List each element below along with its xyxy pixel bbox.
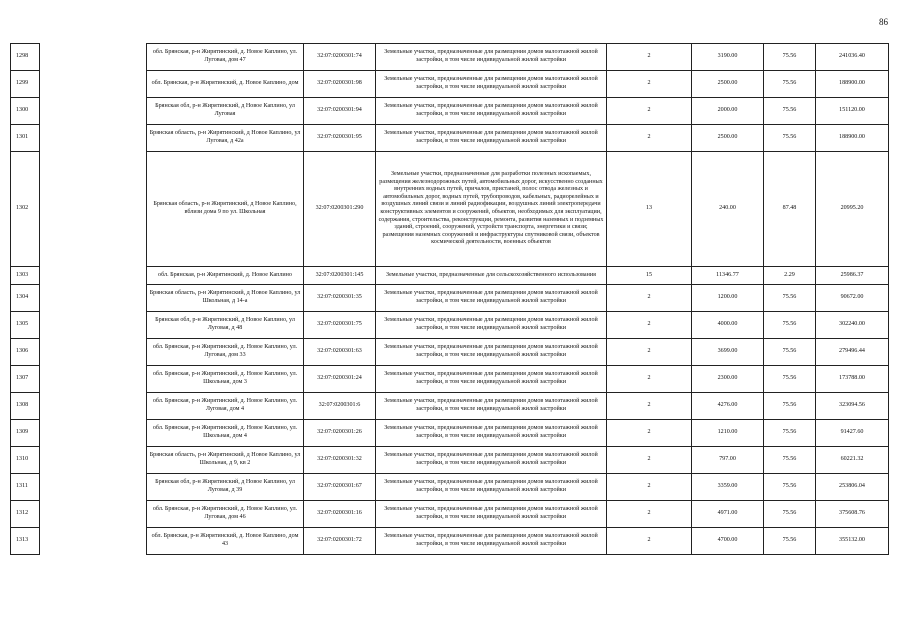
cell-cadastral: 32:07:0200301:24 (304, 366, 376, 393)
cell-rate: 75.56 (764, 474, 816, 501)
spacer-cell (40, 44, 147, 71)
spacer-cell (40, 267, 147, 285)
spacer-cell (40, 393, 147, 420)
row-number: 1299 (11, 71, 40, 98)
row-number: 1307 (11, 366, 40, 393)
spacer-cell (40, 366, 147, 393)
cell-rate: 75.56 (764, 528, 816, 555)
cell-purpose: Земельные участки, предназначенные для размещения домов малоэтажной жилой застройки, в том числе индивидуальной жилой застройки (376, 528, 607, 555)
cell-area: 4276.00 (692, 393, 764, 420)
table-row (11, 267, 889, 285)
cell-cadastral: 32:07:0200301:32 (304, 447, 376, 474)
table-row (11, 474, 889, 501)
cell-address: обл. Брянская, р-н Жирятинский, д. Новое Каплино (147, 267, 304, 285)
cell-purpose: Земельные участки, предназначенные для размещения домов малоэтажной жилой застройки, в том числе индивидуальной жилой застройки (376, 125, 607, 152)
cell-address: обл. Брянская, р-н Жирятинский, д. Новое Каплино, ул. Школьная, дом 4 (147, 420, 304, 447)
table-row (11, 71, 889, 98)
cell-address: обл. Брянская, р-н Жирятинский, д. Новое Каплино, ул. Луговая, дом 33 (147, 339, 304, 366)
cell-rate: 75.56 (764, 339, 816, 366)
cell-value: 253806.04 (816, 474, 889, 501)
cell-address: Брянская обл, р-н Жирятинский, д Новое Каплино, ул Луговая, д 48 (147, 312, 304, 339)
cell-group: 2 (607, 44, 692, 71)
spacer-cell (40, 528, 147, 555)
row-number: 1305 (11, 312, 40, 339)
row-number: 1303 (11, 267, 40, 285)
cell-group: 2 (607, 125, 692, 152)
table-row (11, 285, 889, 312)
spacer-cell (40, 420, 147, 447)
cell-purpose: Земельные участки, предназначенные для размещения домов малоэтажной жилой застройки, в том числе индивидуальной жилой застройки (376, 501, 607, 528)
cell-value: 279496.44 (816, 339, 889, 366)
cell-purpose: Земельные участки, предназначенные для разработки полезных ископаемых, размещения железнодорожных путей, автомобильных дорог, искусственно созданных внутренних водных путей, причалов, пристаней, полос отвода железных и автомобильных дорог, водных путей, трубопроводов, кабельных, радиорелейных и воздушных линий связи и линий радиофикации, воздушных линий электропередачи конструктивных элементов и сооружений, объектов, необходимых для эксплуатации, содержания, строительства, реконструкции, ремонта, развития наземных и подземных зданий, строений, сооружений, устройств транспорта, энергетики и связи; размещения наземных сооружений и инфраструктуры спутниковой связи, объектов космической деятельности, военных объектов (376, 152, 607, 267)
cell-area: 1210.00 (692, 420, 764, 447)
cell-address: обл. Брянская, р-н Жирятинский, д. Новое Каплино, дом 43 (147, 528, 304, 555)
row-number: 1312 (11, 501, 40, 528)
table-row (11, 393, 889, 420)
cell-cadastral: 32:07:0200301:16 (304, 501, 376, 528)
spacer-cell (40, 447, 147, 474)
cell-area: 4971.00 (692, 501, 764, 528)
table-row (11, 44, 889, 71)
cell-purpose: Земельные участки, предназначенные для размещения домов малоэтажной жилой застройки, в том числе индивидуальной жилой застройки (376, 312, 607, 339)
cell-value: 20995.20 (816, 152, 889, 267)
cell-group: 2 (607, 420, 692, 447)
table-body (11, 44, 889, 555)
cell-rate: 75.56 (764, 98, 816, 125)
cell-value: 323094.56 (816, 393, 889, 420)
cell-group: 2 (607, 474, 692, 501)
cell-value: 355132.00 (816, 528, 889, 555)
cell-area: 11346.77 (692, 267, 764, 285)
cell-purpose: Земельные участки, предназначенные для размещения домов малоэтажной жилой застройки, в том числе индивидуальной жилой застройки (376, 44, 607, 71)
spacer-cell (40, 98, 147, 125)
cell-area: 2500.00 (692, 71, 764, 98)
cell-value: 241036.40 (816, 44, 889, 71)
spacer-cell (40, 474, 147, 501)
cell-value: 375608.76 (816, 501, 889, 528)
cell-group: 2 (607, 71, 692, 98)
cell-group: 2 (607, 312, 692, 339)
cell-rate: 75.56 (764, 501, 816, 528)
row-number: 1306 (11, 339, 40, 366)
spacer-cell (40, 501, 147, 528)
cell-rate: 75.56 (764, 393, 816, 420)
cell-purpose: Земельные участки, предназначенные для размещения домов малоэтажной жилой застройки, в том числе индивидуальной жилой застройки (376, 447, 607, 474)
cell-area: 2300.00 (692, 366, 764, 393)
cell-address: Брянская область, р-н Жирятинский, д Новое Каплино, ул Школьная, д 14-а (147, 285, 304, 312)
cell-group: 2 (607, 528, 692, 555)
cell-value: 302240.00 (816, 312, 889, 339)
spacer-cell (40, 285, 147, 312)
cell-address: Брянская область, р-н Жирятинский, д Новое Каплино, ул Луговая, д 42а (147, 125, 304, 152)
cell-value: 188900.00 (816, 71, 889, 98)
cell-group: 15 (607, 267, 692, 285)
cell-purpose: Земельные участки, предназначенные для размещения домов малоэтажной жилой застройки, в том числе индивидуальной жилой застройки (376, 339, 607, 366)
cell-cadastral: 32:07:0200301:98 (304, 71, 376, 98)
cell-rate: 75.56 (764, 312, 816, 339)
cell-address: обл. Брянская, р-н Жирятинский, д. Новое Каплино, ул. Школьная, дом 3 (147, 366, 304, 393)
cell-group: 2 (607, 393, 692, 420)
cell-group: 2 (607, 366, 692, 393)
table-row (11, 98, 889, 125)
table-row (11, 501, 889, 528)
cadastral-value-table (10, 43, 889, 555)
cell-rate: 75.56 (764, 44, 816, 71)
cell-purpose: Земельные участки, предназначенные для размещения домов малоэтажной жилой застройки, в том числе индивидуальной жилой застройки (376, 285, 607, 312)
cell-group: 2 (607, 285, 692, 312)
cell-area: 3190.00 (692, 44, 764, 71)
table-row (11, 152, 889, 267)
cell-rate: 75.56 (764, 366, 816, 393)
table-row (11, 339, 889, 366)
cell-area: 1200.00 (692, 285, 764, 312)
cell-address: обл. Брянская, р-н Жирятинский, д. Новое Каплино, дом (147, 71, 304, 98)
table-row (11, 312, 889, 339)
cell-cadastral: 32:07:0200301:74 (304, 44, 376, 71)
row-number: 1313 (11, 528, 40, 555)
cell-cadastral: 32:07:0200301:145 (304, 267, 376, 285)
cell-group: 2 (607, 447, 692, 474)
row-number: 1301 (11, 125, 40, 152)
cell-value: 91427.60 (816, 420, 889, 447)
cell-rate: 75.56 (764, 71, 816, 98)
row-number: 1309 (11, 420, 40, 447)
table-row (11, 125, 889, 152)
cell-area: 797.00 (692, 447, 764, 474)
row-number: 1304 (11, 285, 40, 312)
row-number: 1310 (11, 447, 40, 474)
row-number: 1300 (11, 98, 40, 125)
cell-cadastral: 32:07:0200301:63 (304, 339, 376, 366)
spacer-cell (40, 339, 147, 366)
cell-address: обл. Брянская, р-н Жирятинский, д. Новое Каплино, ул. Луговая, дом 4 (147, 393, 304, 420)
cell-address: обл. Брянская, р-н Жирятинский, д. Новое Каплино, ул. Луговая, дом 47 (147, 44, 304, 71)
cell-area: 3359.00 (692, 474, 764, 501)
spacer-cell (40, 152, 147, 267)
cell-value: 25986.37 (816, 267, 889, 285)
cell-purpose: Земельные участки, предназначенные для размещения домов малоэтажной жилой застройки, в том числе индивидуальной жилой застройки (376, 393, 607, 420)
cell-address: Брянская обл, р-н Жирятинский, д Новое Каплино, ул Луговая, д 39 (147, 474, 304, 501)
cell-area: 4700.00 (692, 528, 764, 555)
table-row (11, 528, 889, 555)
cell-rate: 75.56 (764, 285, 816, 312)
cell-cadastral: 32:07:0200301:72 (304, 528, 376, 555)
cell-area: 3699.00 (692, 339, 764, 366)
row-number: 1298 (11, 44, 40, 71)
cell-cadastral: 32:07:0200301:26 (304, 420, 376, 447)
page-number: 86 (879, 17, 888, 27)
cell-purpose: Земельные участки, предназначенные для размещения домов малоэтажной жилой застройки, в том числе индивидуальной жилой застройки (376, 474, 607, 501)
cell-address: Брянская область, р-н Жирятинский, д Новое Каплино, ул Школьная, д 9, кв 2 (147, 447, 304, 474)
cell-group: 2 (607, 339, 692, 366)
cell-area: 2000.00 (692, 98, 764, 125)
table-row (11, 447, 889, 474)
cell-area: 240.00 (692, 152, 764, 267)
cell-address: Брянская область, р-н Жирятинский, д Новое Каплино, вблизи дома 9 по ул. Школьная (147, 152, 304, 267)
cell-cadastral: 32:07:0200301:290 (304, 152, 376, 267)
cell-purpose: Земельные участки, предназначенные для размещения домов малоэтажной жилой застройки, в том числе индивидуальной жилой застройки (376, 98, 607, 125)
spacer-cell (40, 312, 147, 339)
cell-address: обл. Брянская, р-н Жирятинский, д. Новое Каплино, ул. Луговая, дом 46 (147, 501, 304, 528)
table-row (11, 366, 889, 393)
cell-purpose: Земельные участки, предназначенные для размещения домов малоэтажной жилой застройки, в том числе индивидуальной жилой застройки (376, 420, 607, 447)
cell-cadastral: 32:07:0200301:67 (304, 474, 376, 501)
row-number: 1311 (11, 474, 40, 501)
cell-group: 2 (607, 98, 692, 125)
cell-area: 4000.00 (692, 312, 764, 339)
cell-purpose: Земельные участки, предназначенные для размещения домов малоэтажной жилой застройки, в том числе индивидуальной жилой застройки (376, 366, 607, 393)
row-number: 1308 (11, 393, 40, 420)
cell-rate: 75.56 (764, 447, 816, 474)
cell-purpose: Земельные участки, предназначенные для размещения домов малоэтажной жилой застройки, в том числе индивидуальной жилой застройки (376, 71, 607, 98)
spacer-cell (40, 125, 147, 152)
cell-rate: 75.56 (764, 125, 816, 152)
cell-value: 188900.00 (816, 125, 889, 152)
cell-group: 2 (607, 501, 692, 528)
cell-value: 90672.00 (816, 285, 889, 312)
cell-purpose: Земельные участки, предназначенные для сельскохозяйственного использования (376, 267, 607, 285)
cell-cadastral: 32:07:0200301:94 (304, 98, 376, 125)
spacer-cell (40, 71, 147, 98)
cell-cadastral: 32:07:0200301:95 (304, 125, 376, 152)
cell-cadastral: 32:07:0200301:6 (304, 393, 376, 420)
cell-cadastral: 32:07:0200301:75 (304, 312, 376, 339)
cell-rate: 75.56 (764, 420, 816, 447)
cell-value: 60221.32 (816, 447, 889, 474)
cell-value: 151120.00 (816, 98, 889, 125)
table-row (11, 420, 889, 447)
cell-rate: 2.29 (764, 267, 816, 285)
cell-cadastral: 32:07:0200301:35 (304, 285, 376, 312)
row-number: 1302 (11, 152, 40, 267)
cell-area: 2500.00 (692, 125, 764, 152)
cell-address: Брянская обл, р-н Жирятинский, д Новое Каплино, ул Луговая (147, 98, 304, 125)
cell-rate: 87.48 (764, 152, 816, 267)
cell-value: 173788.00 (816, 366, 889, 393)
cell-group: 13 (607, 152, 692, 267)
